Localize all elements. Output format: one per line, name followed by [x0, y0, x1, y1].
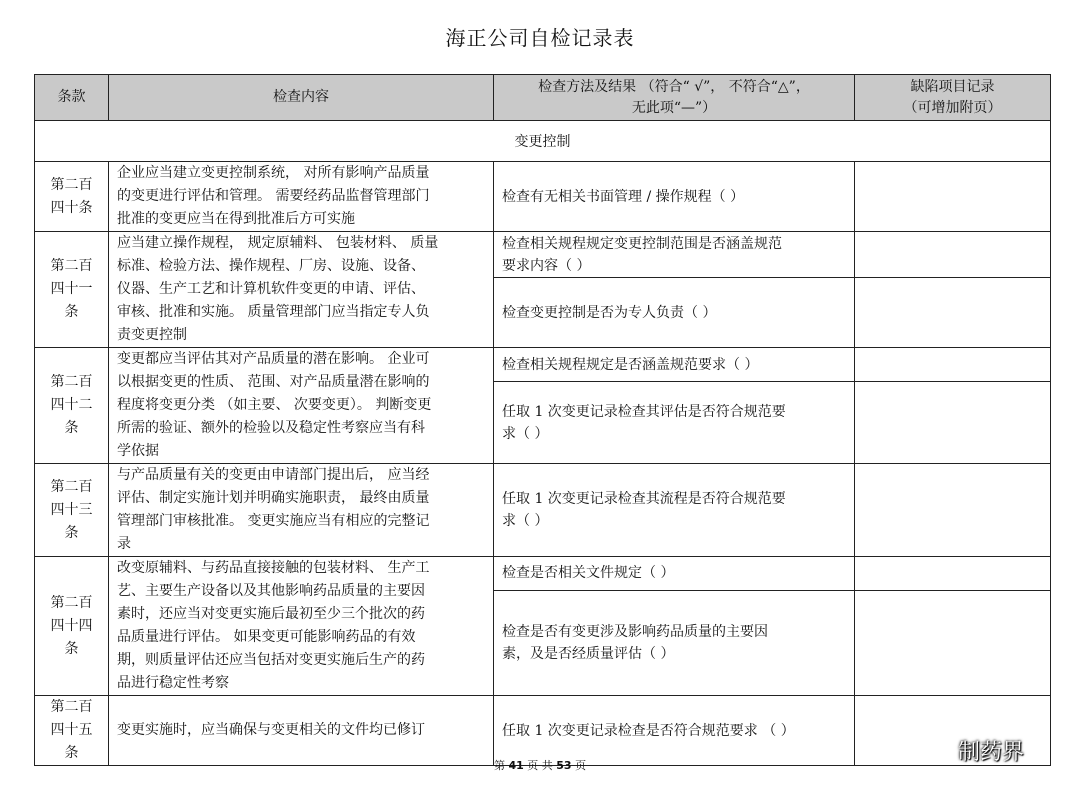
method-line: 要求内容（ ） [502, 257, 591, 274]
content-line: 以根据变更的性质、 范围、对产品质量潜在影响的 [117, 374, 430, 390]
method-line: 检查是否有变更涉及影响药品质量的主要因 [502, 623, 768, 640]
content-line: 程度将变更分类 （如主要、 次要变更）。 判断变更 [117, 397, 432, 413]
clause-line: 四十五 [50, 722, 93, 738]
defect-record-cell[interactable] [855, 162, 1051, 232]
section-title: 变更控制 [35, 121, 1051, 162]
clause-line: 第二百 [50, 594, 93, 611]
method-line: 任取 1 次变更记录检查是否符合规范要求 （ ） [502, 722, 795, 739]
content-line: 标准、检验方法、操作规程、厂房、设施、设备、 [117, 258, 425, 274]
content-line: 所需的验证、额外的检验以及稳定性考察应当有科 [117, 420, 425, 436]
footer-prefix: 第 [493, 759, 505, 772]
clause-line: 第二百 [50, 478, 93, 495]
content-line: 审核、批准和实施。 质量管理部门应当指定专人负 [117, 304, 430, 320]
content-cell [109, 348, 494, 464]
footer-middle: 页 共 [527, 759, 553, 772]
method-line: 任取 1 次变更记录检查其评估是否符合规范要 [502, 403, 786, 420]
method-cell [494, 382, 855, 464]
content-line: 批准的变更应当在得到批准后方可实施 [117, 211, 355, 227]
method-cell [494, 232, 855, 278]
content-line: 仪器、生产工艺和计算机软件变更的申请、评估、 [117, 281, 425, 297]
clause-line: 第二百 [50, 699, 93, 715]
content-line: 企业应当建立变更控制系统， 对所有影响产品质量 [117, 165, 430, 181]
watermark [918, 735, 1024, 766]
method-line: 任取 1 次变更记录检查其流程是否符合规范要 [502, 491, 786, 507]
header-method-line1: 检查方法及结果 （符合“ √”， 不符合“△”， [538, 78, 810, 95]
table-row [35, 464, 1051, 557]
method-cell [494, 464, 855, 557]
defect-record-cell[interactable] [855, 382, 1051, 464]
footer-total-pages: 53 [556, 759, 572, 772]
clause-line: 条 [64, 524, 79, 541]
content-line: 品质量进行评估。 如果变更可能影响药品的有效 [117, 629, 416, 645]
defect-record-cell[interactable] [855, 278, 1051, 348]
clause-cell [35, 348, 109, 464]
content-cell [109, 696, 494, 766]
content-line: 与产品质量有关的变更由申请部门提出后， 应当经 [117, 467, 430, 483]
header-content: 检查内容 [109, 75, 494, 121]
table-header-row [35, 75, 1051, 121]
content-line: 艺、主要生产设备以及其他影响药品质量的主要因 [117, 583, 425, 599]
header-defect-line1: 缺陷项目记录 [910, 78, 995, 95]
clause-line: 条 [64, 745, 79, 761]
method-line: 求（ ） [502, 513, 549, 529]
method-line: 素，及是否经质量评估（ ） [502, 645, 675, 662]
content-cell [109, 232, 494, 348]
watermark-text: 制药界 [958, 740, 1025, 765]
defect-record-cell[interactable] [855, 557, 1051, 591]
defect-record-cell[interactable] [855, 232, 1051, 278]
content-line: 学依据 [117, 443, 159, 459]
section-row [35, 121, 1051, 162]
content-cell [109, 464, 494, 557]
defect-record-cell[interactable] [855, 590, 1051, 695]
content-line: 素时，还应当对变更实施后最初至少三个批次的药 [117, 606, 425, 622]
header-defect-line2: （可增加附页） [903, 99, 1002, 116]
method-line: 检查变更控制是否为专人负责（ ） [502, 304, 717, 321]
clause-line: 第二百 [50, 258, 93, 274]
table-row [35, 557, 1051, 591]
header-clause: 条款 [35, 75, 109, 121]
table-row [35, 162, 1051, 232]
content-line: 品进行稳定性考察 [117, 675, 229, 691]
header-defect [855, 75, 1051, 121]
clause-line: 四十四 [50, 617, 93, 634]
method-line: 求（ ） [502, 425, 549, 442]
content-cell [109, 557, 494, 696]
table-row [35, 232, 1051, 278]
footer-page-number: 41 [508, 759, 524, 772]
clause-line: 第二百 [50, 374, 93, 390]
content-line: 应当建立操作规程， 规定原辅料、 包装材料、 质量 [117, 235, 439, 251]
method-cell [494, 696, 855, 766]
content-line: 管理部门审核批准。 变更实施应当有相应的完整记 [117, 513, 430, 529]
content-cell [109, 162, 494, 232]
method-line: 检查有无相关书面管理 / 操作规程（ ） [502, 188, 745, 205]
clause-cell [35, 464, 109, 557]
content-line: 变更都应当评估其对产品质量的潜在影响。 企业可 [117, 351, 430, 367]
clause-line: 四十二 [50, 397, 93, 413]
method-cell [494, 348, 855, 382]
content-line: 评估、制定实施计划并明确实施职责， 最终由质量 [117, 490, 430, 506]
content-line: 期，则质量评估还应当包括对变更实施后生产的药 [117, 652, 425, 668]
table-row [35, 348, 1051, 382]
method-line: 检查是否相关文件规定（ ） [502, 565, 675, 582]
clause-cell [35, 162, 109, 232]
clause-line: 条 [64, 420, 79, 436]
content-line: 变更实施时，应当确保与变更相关的文件均已修订 [117, 722, 425, 738]
content-line: 责变更控制 [117, 327, 187, 343]
method-line: 检查相关规程规定变更控制范围是否涵盖规范 [502, 235, 782, 252]
header-method [494, 75, 855, 121]
clause-line: 四十一 [50, 281, 93, 297]
method-cell [494, 557, 855, 591]
defect-record-cell[interactable] [855, 464, 1051, 557]
header-method-line2: 无此项“—”） [631, 99, 717, 116]
clause-line: 条 [64, 640, 79, 657]
method-cell [494, 278, 855, 348]
clause-cell [35, 232, 109, 348]
clause-cell [35, 557, 109, 696]
clause-line: 条 [64, 304, 79, 320]
content-line: 改变原辅料、与药品直接接触的包装材料、 生产工 [117, 560, 430, 576]
content-line: 录 [117, 536, 131, 552]
page-title: 海正公司自检记录表 [445, 26, 635, 50]
method-line: 检查相关规程规定是否涵盖规范要求（ ） [502, 356, 759, 373]
clause-line: 四十三 [50, 501, 93, 518]
clause-line: 第二百 [50, 176, 93, 193]
table-row [35, 696, 1051, 766]
defect-record-cell[interactable] [855, 348, 1051, 382]
wechat-icon [918, 737, 952, 765]
method-cell [494, 162, 855, 232]
method-cell [494, 590, 855, 695]
footer-suffix: 页 [575, 759, 587, 772]
inspection-table [34, 74, 1051, 766]
content-line: 的变更进行评估和管理。 需要经药品监督管理部门 [117, 188, 430, 204]
clause-line: 四十条 [50, 199, 93, 216]
clause-cell [35, 696, 109, 766]
